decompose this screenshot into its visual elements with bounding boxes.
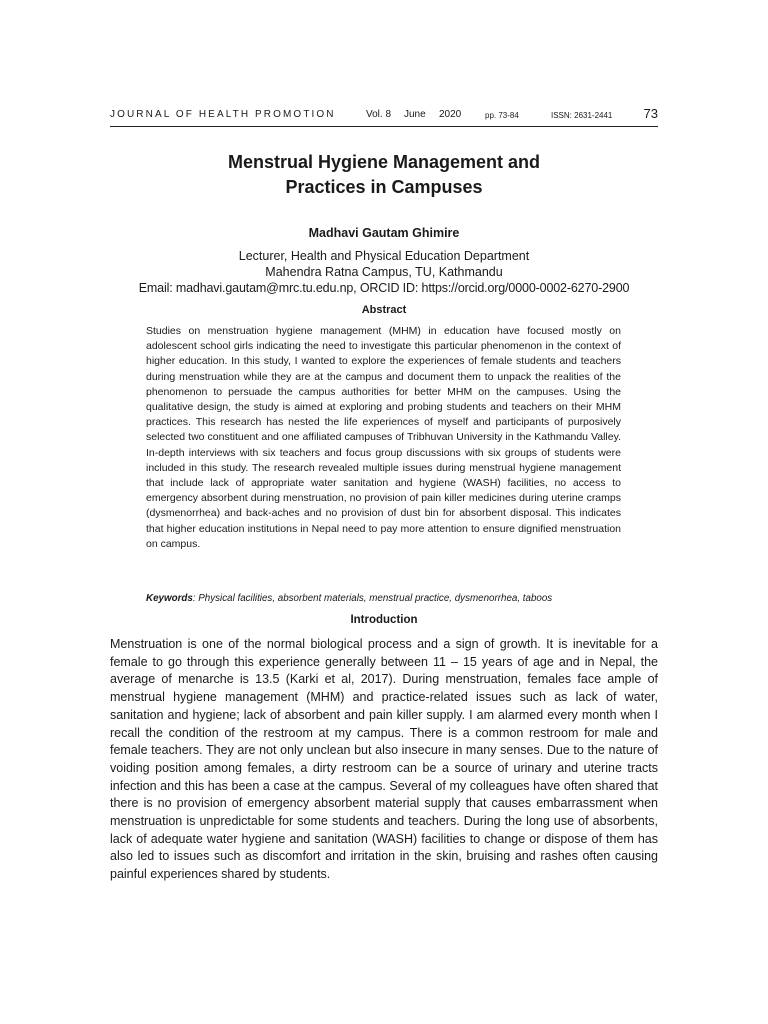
keywords-label: Keywords (146, 593, 193, 604)
keywords (146, 593, 621, 604)
issue-year: 2020 (439, 109, 462, 120)
title-line-2: Practices in Campuses (285, 177, 483, 197)
author-affiliation (110, 248, 658, 296)
author-name: Madhavi Gautam Ghimire (308, 226, 460, 240)
affiliation-line-1: Lecturer, Health and Physical Education Department (238, 249, 530, 263)
running-header (110, 106, 658, 127)
keywords-list: : Physical facilities, absorbent materials, menstrual practice, dysmenorrhea, taboos (192, 593, 553, 604)
introduction-text: Menstruation is one of the normal biological process and a sign of growth. It is inevitable for a female to go through this experience generally between 11 – 15 years of age and in Nepal, the average of menarche is 13.5 (Karki et al, 2017). During menstruation, females face ample of menstrual hygiene management (MHM) and practice-related issues such as lack of water, sanitation and hygiene; lack of absorbent and pain killer supply. I am alarmed every month when I recall the condition of the restroom at my campus. There is a common restroom for male and female teachers. They are not only unclean but also insecure in many senses. Due to the nature of voiding position among females, a dirty restroom can be a source of urinary and uterine tracts infection and this has been a case at the campus. Several of my colleagues have often shared that there is no provision of emergency absorbent material supply that causes embarrassment when menstruation is unpredictable for some students and teachers. During the long use of absorbents, lack of adequate water hygiene and sanitation (WASH) facilities to change or dispose of them has also led to issues such as discomfort and irritation in the skin, bruising and rashes often causing painful experiences shared by students. (110, 637, 658, 882)
volume: Vol. 8 (366, 109, 392, 120)
issue-month: June (404, 109, 426, 120)
abstract-heading: Abstract (361, 304, 407, 316)
page-range: pp. 73-84 (485, 111, 519, 120)
page-number: 73 (643, 106, 658, 121)
journal-name: JOURNAL OF HEALTH PROMOTION (110, 109, 336, 120)
article-title (110, 150, 658, 200)
abstract-text: Studies on menstruation hygiene management (MHM) in education have focused mostly on adolescent school girls indicating the need to investigate this particular phenomenon in the context of higher education. In this study, I wanted to explore the experiences of female students and teachers during menstruation while they are at the campus and document them to unpack the realities of the phenomenon to persuade the campus authorities for better MHM on the campuses. Using the qualitative design, the study is aimed at exploring and probing students and teachers on their MHM practices. This research has nested the life experiences of myself and participants of purposively selected two constituent and one affiliated campuses of Tribhuvan University in the Kathmandu Valley. In-depth interviews with six teachers and focus group discussions with six groups of students were included in this study. The research revealed multiple issues during menstrual hygiene management that include lack of appropriate water sanitation and hygiene (WASH) facilities, no access to emergency absorbent during menstruation, no provision of pain killer medicines during uterine cramps (dysmenorrhea) and back-aches and no provision of dust bin for absorbent disposal. This indicates that higher education institutions in Nepal need to pay more attention to ensure dignified menstruation on campus. (146, 325, 621, 550)
affiliation-line-2: Mahendra Ratna Campus, TU, Kathmandu (265, 265, 503, 279)
title-line-1: Menstrual Hygiene Management and (227, 152, 541, 172)
contact-line: Email: madhavi.gautam@mrc.tu.edu.np, ORCID ID: https://orcid.org/0000-0002-6270-2900 (138, 281, 630, 295)
issn: ISSN: 2631-2441 (551, 111, 613, 120)
section-heading-introduction: Introduction (350, 614, 418, 626)
